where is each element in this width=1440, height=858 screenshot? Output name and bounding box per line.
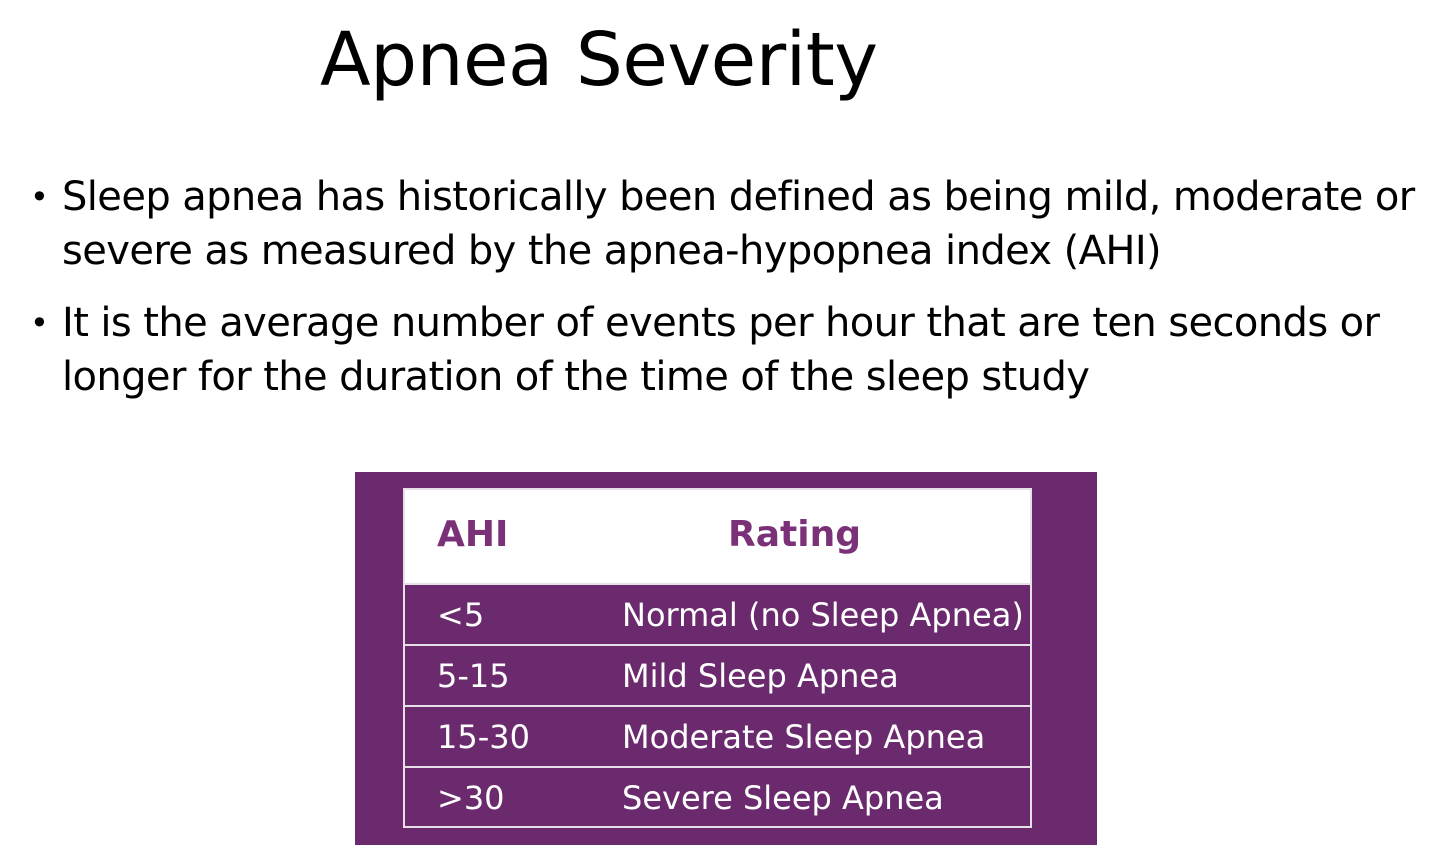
cell-ahi: >30: [437, 779, 505, 817]
table-row: [405, 766, 1030, 828]
bullet-text: Sleep apnea has historically been defined as being mild, moderate or severe as measured by the apnea-hypopnea index (AHI): [62, 174, 1415, 274]
bullet-item: [30, 296, 1430, 404]
cell-rating: Moderate Sleep Apnea: [622, 718, 986, 756]
table-body: [403, 488, 1032, 828]
bullet-text: It is the average number of events per hour that are ten seconds or longer for the duration of the time of the sleep study: [62, 300, 1380, 400]
header-rating: Rating: [728, 514, 861, 555]
header-ahi: AHI: [437, 514, 509, 555]
cell-ahi: 5-15: [437, 657, 510, 695]
bullet-icon: •: [30, 304, 49, 342]
table-header: [405, 490, 1030, 583]
bullet-icon: •: [30, 178, 49, 216]
slide-title: Apnea Severity: [320, 17, 878, 103]
table-row: [405, 705, 1030, 767]
bullet-list: [30, 170, 1430, 422]
cell-rating: Severe Sleep Apnea: [622, 779, 944, 817]
bullet-item: [30, 170, 1430, 278]
table-row: [405, 583, 1030, 645]
table-row: [405, 644, 1030, 706]
cell-rating: Normal (no Sleep Apnea): [622, 596, 1024, 634]
cell-rating: Mild Sleep Apnea: [622, 657, 899, 695]
ahi-rating-table: [355, 472, 1097, 845]
cell-ahi: 15-30: [437, 718, 530, 756]
cell-ahi: <5: [437, 596, 485, 634]
